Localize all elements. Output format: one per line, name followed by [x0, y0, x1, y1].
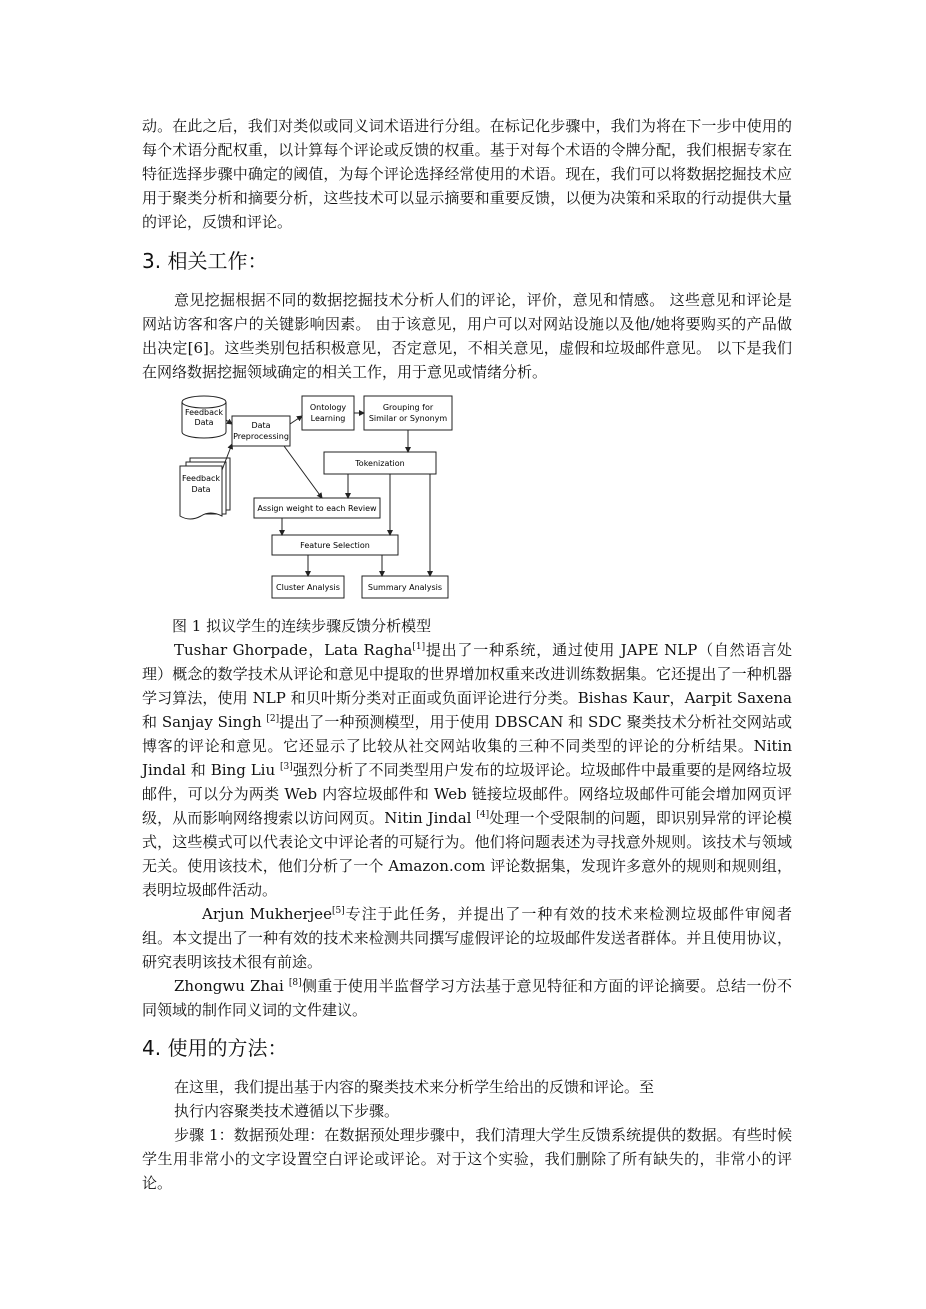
feedback-data-database	[182, 396, 226, 438]
preprocessing-line2: Preprocessing	[233, 432, 289, 441]
section-3-paragraph-3	[142, 902, 792, 974]
doc-label-line2: Data	[191, 485, 211, 494]
section-4-heading: 4. 使用的方法：	[142, 1036, 288, 1060]
section-4-paragraph-2: 步骤 1：数据预处理：在数据预处理步骤中，我们清理大学生反馈系统提供的数据。有些时候学生用非常小的文字设置空白评论或评论。对于这个实验，我们删除了所有缺失的，非常小的评论。	[142, 1126, 792, 1192]
feature-selection-label: Feature Selection	[300, 541, 370, 550]
ref-1: [1]	[412, 642, 426, 652]
p2-text-b: 提出了一种系统，通过使用 JAPE NLP（自然语言处理）概念的数学技术从评论和意见中提取的世界增加权重来改进训练数据集。它还提出了一种机器学习算法，使用 NLP 和贝叶斯分类对正面或负面评论进行分类。Bishas Kaur，Aarpit Saxena 和 Sanjay Singh	[142, 641, 793, 731]
figure-1-diagram	[172, 392, 462, 610]
page	[142, 0, 792, 1195]
flow-diagram	[172, 392, 462, 610]
summary-analysis-label: Summary Analysis	[367, 583, 443, 592]
section-3-heading: 3. 相关工作：	[142, 249, 268, 273]
tokenization-label: Tokenization	[355, 459, 405, 468]
section-3-paragraph-2	[142, 638, 792, 902]
doc-label-line1: Feedback	[181, 474, 221, 483]
ref-4: [4]	[476, 810, 490, 820]
figure-1-caption: 图 1 拟议学生的连续步骤反馈分析模型	[172, 617, 432, 635]
db-label-line1: Feedback	[184, 408, 224, 417]
ref-2: [2]	[266, 714, 280, 724]
p3-text-b: 专注于此任务，并提出了一种有效的技术来检测垃圾邮件审阅者组。本文提出了一种有效的技术来检测共同撰写虚假评论的垃圾邮件发送者群体。并且使用协议，研究表明该技术很有前途。	[142, 905, 792, 971]
cluster-analysis-label: Cluster Analysis	[276, 583, 340, 592]
grouping-line1: Grouping for	[382, 403, 434, 412]
grouping-box	[364, 396, 452, 430]
p3-text-a: Arjun Mukherjee	[202, 905, 332, 923]
feedback-data-documents	[180, 458, 230, 519]
ontology-learning-box	[302, 396, 354, 430]
assign-weight-label: Assign weight to each Review	[257, 504, 377, 513]
intro-paragraph: 动。在此之后，我们对类似或同义词术语进行分组。在标记化步骤中，我们为将在下一步中使用的每个术语分配权重，以计算每个评论或反馈的权重。基于对每个术语的令牌分配，我们根据专家在特征选择步骤中确定的阈值，为每个评论选择经常使用的术语。现在，我们可以将数据挖掘技术应用于聚类分析和摘要分析，这些技术可以显示摘要和重要反馈，以便为决策和采取的行动提供大量的评论，反馈和评论。	[142, 117, 792, 231]
ontology-line2: Learning	[310, 414, 346, 423]
p4-text-b: 侧重于使用半监督学习方法基于意见特征和方面的评论摘要。总结一份不同领域的制作同义词的文件建议。	[142, 977, 792, 1019]
grouping-line2: Similar or Synonym	[368, 414, 448, 423]
p2-text-d: 强烈分析了不同类型用户发布的垃圾评论。垃圾邮件中最重要的是网络垃圾邮件，可以分为两类 Web 内容垃圾邮件和 Web 链接垃圾邮件。网络垃圾邮件可能会增加网页评级，从而影响网络搜索以访问网页。Nitin Jindal	[142, 761, 792, 827]
section-3-paragraph-4	[142, 974, 792, 1022]
p2-text-a: Tushar Ghorpade，Lata Ragha	[174, 641, 413, 659]
p4-text-a: Zhongwu Zhai	[174, 977, 289, 995]
section-4-paragraph-1a: 在这里，我们提出基于内容的聚类技术来分析学生给出的反馈和评论。至	[174, 1078, 655, 1096]
p2-text-c: 提出了一种预测模型，用于使用 DBSCAN 和 SDC 聚类技术分析社交网站或博客的评论和意见。它还显示了比较从社交网站收集的三种不同类型的评论的分析结果。Nitin Jindal 和 Bing Liu	[142, 713, 792, 779]
db-label-line2: Data	[194, 418, 214, 427]
ontology-line1: Ontology	[309, 403, 347, 412]
ref-5: [5]	[331, 906, 345, 916]
p2-text-e: 处理一个受限制的问题，即识别异常的评论模式，这些模式可以代表论文中评论者的可疑行为。他们将问题表述为寻找意外规则。该技术与领域无关。使用该技术，他们分析了一个 Amazon.com 评论数据集，发现许多意外的规则和规则组，表明垃圾邮件活动。	[142, 809, 792, 899]
preprocessing-line1: Data	[251, 421, 271, 430]
section-4-paragraph-1b: 执行内容聚类技术遵循以下步骤。	[174, 1102, 400, 1120]
ref-8: [8]	[288, 978, 302, 988]
ref-3: [3]	[280, 762, 293, 772]
section-3-paragraph-1: 意见挖掘根据不同的数据挖掘技术分析人们的评论，评价，意见和情感。 这些意见和评论是网站访客和客户的关键影响因素。 由于该意见，用户可以对网站设施以及他/她将要购买的产品做出决定[6]。这些类别包括积极意见，否定意见，不相关意见，虚假和垃圾邮件意见。 以下是我们在网络数据挖掘领域确定的相关工作，用于意见或情绪分析。	[142, 291, 792, 381]
